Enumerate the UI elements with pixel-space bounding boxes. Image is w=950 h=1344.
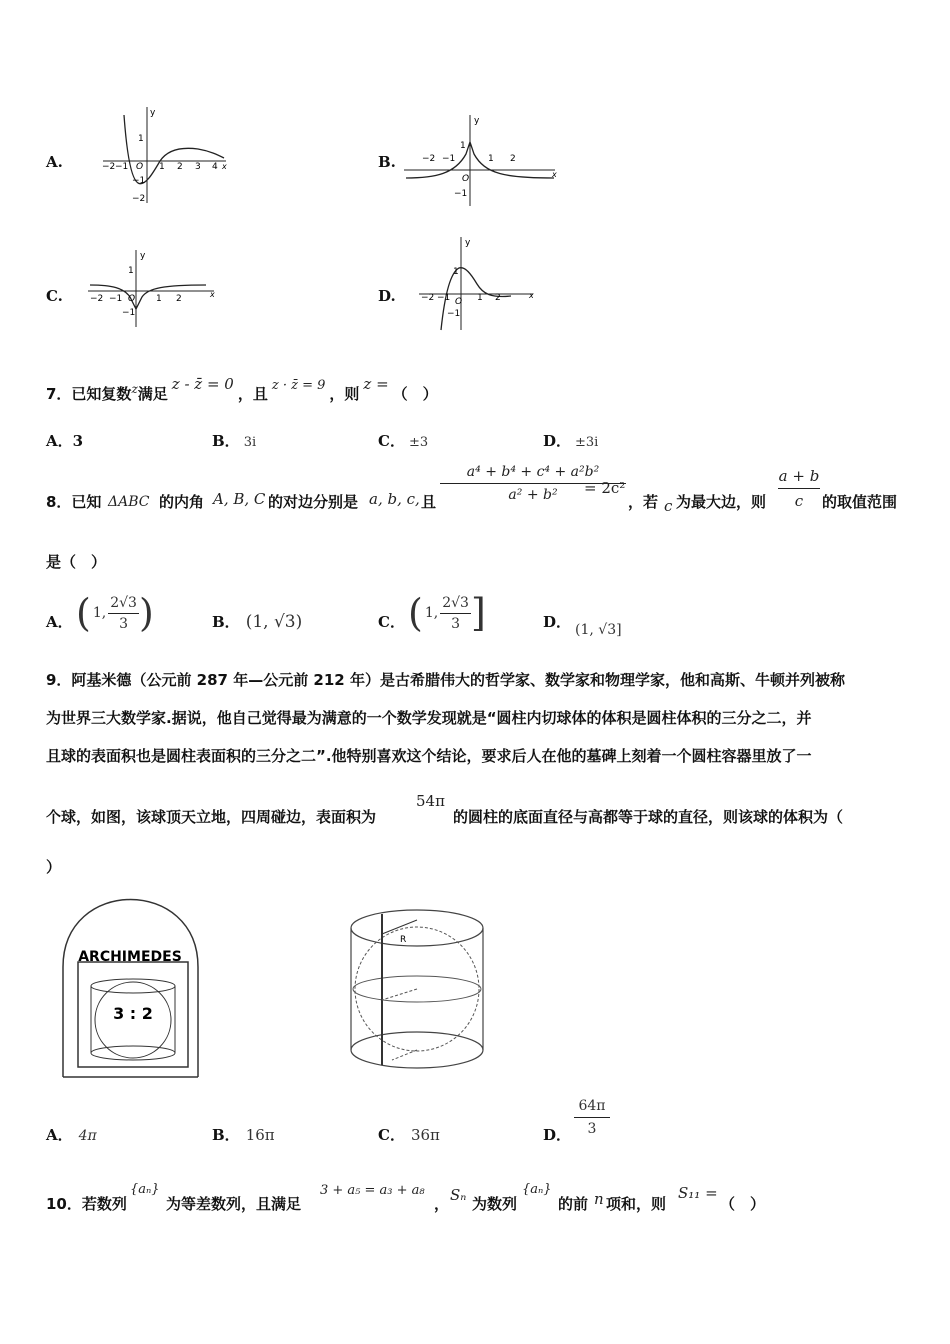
q7-option-d[interactable]: D． ±3i bbox=[543, 432, 599, 450]
a-tick-origin: O bbox=[136, 162, 144, 172]
q8-ratio-numerator: a + b bbox=[778, 467, 820, 489]
d-tick-x2: 2 bbox=[495, 293, 501, 303]
q9-option-c[interactable]: C． 36π bbox=[378, 1126, 440, 1144]
b-tick-xm1: −1 bbox=[442, 154, 456, 164]
d-tick-y: y bbox=[465, 238, 471, 248]
q8-option-a-label[interactable]: A． bbox=[46, 613, 73, 631]
q8-ratio bbox=[778, 467, 820, 510]
q7-option-d-value: ±3i bbox=[575, 435, 599, 450]
b-tick-y: y bbox=[474, 116, 480, 126]
q7-number: 7．已知复数 bbox=[46, 385, 132, 403]
q9-line-5: ） bbox=[46, 858, 62, 876]
d-tick-x1: 1 bbox=[477, 293, 483, 303]
q10-text-1: 为等差数列，且满足 bbox=[166, 1195, 302, 1213]
q7-option-c-value: ±3 bbox=[408, 435, 429, 450]
b-tick-xlabel: x bbox=[552, 170, 557, 179]
q9-area: 54π bbox=[416, 792, 445, 810]
q10-sequence: {aₙ} bbox=[130, 1182, 160, 1197]
q8-text-5: 为最大边，则 bbox=[676, 493, 767, 511]
c-tick-xlabel: x bbox=[210, 290, 215, 299]
q8-option-b[interactable]: B． (1, √3) bbox=[212, 612, 303, 632]
tomb-ratio: 3 : 2 bbox=[113, 1004, 153, 1023]
a-tick-x4: 4 bbox=[212, 162, 218, 172]
q7-condition-2: z · z̄ = 9 bbox=[271, 378, 326, 393]
a-tick-x3: 3 bbox=[195, 162, 201, 172]
q7-paren: （ ） bbox=[392, 385, 438, 403]
q10-text-5: 项和，则 bbox=[606, 1195, 667, 1213]
cylinder-sphere-figure bbox=[342, 900, 492, 1080]
q8-option-c-interval[interactable]: ( 1, $\frac{2√3}{3}$ ] bbox=[408, 591, 486, 635]
q8-text-6: 的取值范围 bbox=[822, 493, 898, 511]
q10-paren: （ ） bbox=[720, 1195, 766, 1213]
c-tick-y: y bbox=[140, 251, 146, 261]
c-tick-x2: 2 bbox=[176, 294, 182, 304]
cylinder-radius-label: R bbox=[400, 935, 407, 945]
a-tick-y1: 1 bbox=[138, 134, 144, 144]
a-tick-xm1: −1 bbox=[115, 162, 129, 172]
q10-s11: S₁₁ = bbox=[678, 1184, 718, 1202]
q8-text-7: 是（ ） bbox=[46, 553, 107, 571]
tomb-title: ARCHIMEDES bbox=[78, 949, 182, 965]
a-tick-x2: 2 bbox=[177, 162, 183, 172]
q9-option-b[interactable]: B． 16π bbox=[212, 1126, 275, 1144]
a-tick-xlabel: x bbox=[222, 162, 227, 171]
option-b-label: B. bbox=[378, 153, 396, 171]
option-d-label: D. bbox=[378, 287, 396, 305]
b-tick-x2: 2 bbox=[510, 154, 516, 164]
q7-satisfies: 满足 bbox=[137, 385, 168, 403]
c-tick-ym1: −1 bbox=[122, 308, 136, 318]
q8-ratio-denominator: c bbox=[794, 492, 804, 510]
q10-sn: Sₙ bbox=[450, 1186, 467, 1204]
q8-var-c: c bbox=[664, 497, 673, 515]
q9-line-4a: 个球，如图，该球顶天立地，四周碰边，表面积为 bbox=[46, 808, 377, 826]
q9-option-d-value[interactable]: 64π 3 bbox=[574, 1098, 610, 1137]
c-tick-xm1: −1 bbox=[109, 294, 123, 304]
q8-frac-denominator: a² + b² bbox=[508, 487, 558, 503]
b-tick-origin: O bbox=[462, 174, 470, 184]
q9-option-a-value: 4π bbox=[78, 1128, 97, 1144]
option-a-graph bbox=[98, 103, 238, 208]
q8-triangle: ΔABC bbox=[108, 494, 150, 510]
q10-text-4: 的前 bbox=[558, 1195, 589, 1213]
d-tick-y1: 1 bbox=[453, 267, 459, 277]
option-c-label: C. bbox=[46, 287, 63, 305]
c-tick-origin: O bbox=[128, 294, 136, 304]
option-b-graph bbox=[400, 110, 565, 210]
c-tick-x1: 1 bbox=[156, 294, 162, 304]
q7-condition-1: z - z̄ = 0 bbox=[171, 375, 234, 393]
a-tick-xm2: −2 bbox=[102, 162, 116, 172]
q8-number: 8．已知 bbox=[46, 493, 102, 511]
option-a-label: A. bbox=[46, 153, 63, 171]
b-tick-xm2: −2 bbox=[422, 154, 436, 164]
d-tick-ym1: −1 bbox=[447, 309, 461, 319]
q8-text-2: 的对边分别是 bbox=[268, 493, 359, 511]
q9-line-2: 为世界三大数学家.据说，他自己觉得最为满意的一个数学发现就是“圆柱内切球体的体积是圆柱体积的三分之二，并 bbox=[46, 709, 812, 727]
a-tick-ym2: −2 bbox=[132, 194, 146, 204]
q9-option-b-value: 16π bbox=[245, 1126, 275, 1144]
q9-option-a[interactable]: A． 4π bbox=[46, 1126, 97, 1144]
d-tick-xm2: −2 bbox=[421, 293, 435, 303]
a-tick-ym1: −1 bbox=[132, 176, 146, 186]
c-tick-xm2: −2 bbox=[90, 294, 104, 304]
b-tick-y1: 1 bbox=[460, 141, 466, 151]
q7-then: ，则 bbox=[329, 385, 360, 403]
q7-option-b-value: 3i bbox=[243, 435, 257, 450]
q8-option-b-value: (1, √3) bbox=[245, 612, 303, 632]
option-d-graph bbox=[415, 232, 545, 332]
b-tick-x1: 1 bbox=[488, 154, 494, 164]
q10-condition: 3 + a₅ = a₃ + a₈ bbox=[320, 1183, 425, 1198]
q7-and: ，且 bbox=[237, 385, 268, 403]
a-tick-y: y bbox=[150, 108, 156, 118]
q7-option-b[interactable]: B． 3i bbox=[212, 432, 257, 450]
c-tick-y1: 1 bbox=[128, 266, 134, 276]
a-tick-x1: 1 bbox=[159, 162, 165, 172]
q7-var-z: z bbox=[131, 382, 138, 396]
q9-line-3: 且球的表面积也是圆柱表面积的三分之二”.他特别喜欢这个结论，要求后人在他的墓碑上刻着一个圆柱容器里放了一 bbox=[46, 747, 812, 765]
question-7-stem bbox=[46, 375, 438, 404]
q8-option-d-value[interactable]: (1, √3] bbox=[575, 622, 622, 638]
q8-option-d-label[interactable]: D． bbox=[543, 613, 572, 631]
q7-option-a[interactable]: A．3 bbox=[46, 432, 84, 450]
q10-sequence-2: {aₙ} bbox=[522, 1182, 552, 1197]
q10-text-2: ， bbox=[434, 1195, 450, 1213]
q8-option-a-interval[interactable]: ( 1, $\frac{2√3}{3}$ ) bbox=[76, 591, 154, 635]
option-c-graph bbox=[84, 245, 224, 330]
d-tick-xlabel: x bbox=[529, 291, 534, 300]
q8-text-4: ，若 bbox=[628, 493, 659, 511]
d-tick-xm1: −1 bbox=[437, 293, 451, 303]
q7-option-a-value: 3 bbox=[72, 432, 84, 450]
archimedes-tomb-figure bbox=[58, 897, 208, 1082]
q8-option-c-label[interactable]: C． bbox=[378, 613, 405, 631]
q10-text-3: 为数列 bbox=[472, 1195, 518, 1213]
q9-line-4b: 的圆柱的底面直径与高都等于球的直径，则该球的体积为（ bbox=[453, 808, 844, 826]
d-tick-origin: O bbox=[455, 297, 463, 307]
q9-option-c-value: 36π bbox=[410, 1126, 440, 1144]
b-tick-ym1: −1 bbox=[454, 189, 468, 199]
q7-option-c[interactable]: C． ±3 bbox=[378, 432, 429, 450]
q8-rhs: = 2c² bbox=[584, 479, 626, 497]
q8-text-1: 的内角 bbox=[159, 493, 205, 511]
q8-text-3: 且 bbox=[421, 493, 437, 511]
q9-option-d-label[interactable]: D． bbox=[543, 1126, 572, 1144]
q7-ask: z = bbox=[363, 375, 389, 393]
q10-n: n bbox=[594, 1190, 604, 1208]
q9-line-1: 9．阿基米德（公元前 287 年—公元前 212 年）是古希腊伟大的哲学家、数学家和物理学家，他和高斯、牛顿并列被称 bbox=[46, 671, 845, 689]
q8-sides: a, b, c, bbox=[369, 490, 420, 508]
q8-frac-numerator: a⁴ + b⁴ + c⁴ + a²b² bbox=[440, 464, 626, 484]
q8-angles: A, B, C bbox=[213, 490, 266, 508]
q10-number: 10．若数列 bbox=[46, 1195, 127, 1213]
